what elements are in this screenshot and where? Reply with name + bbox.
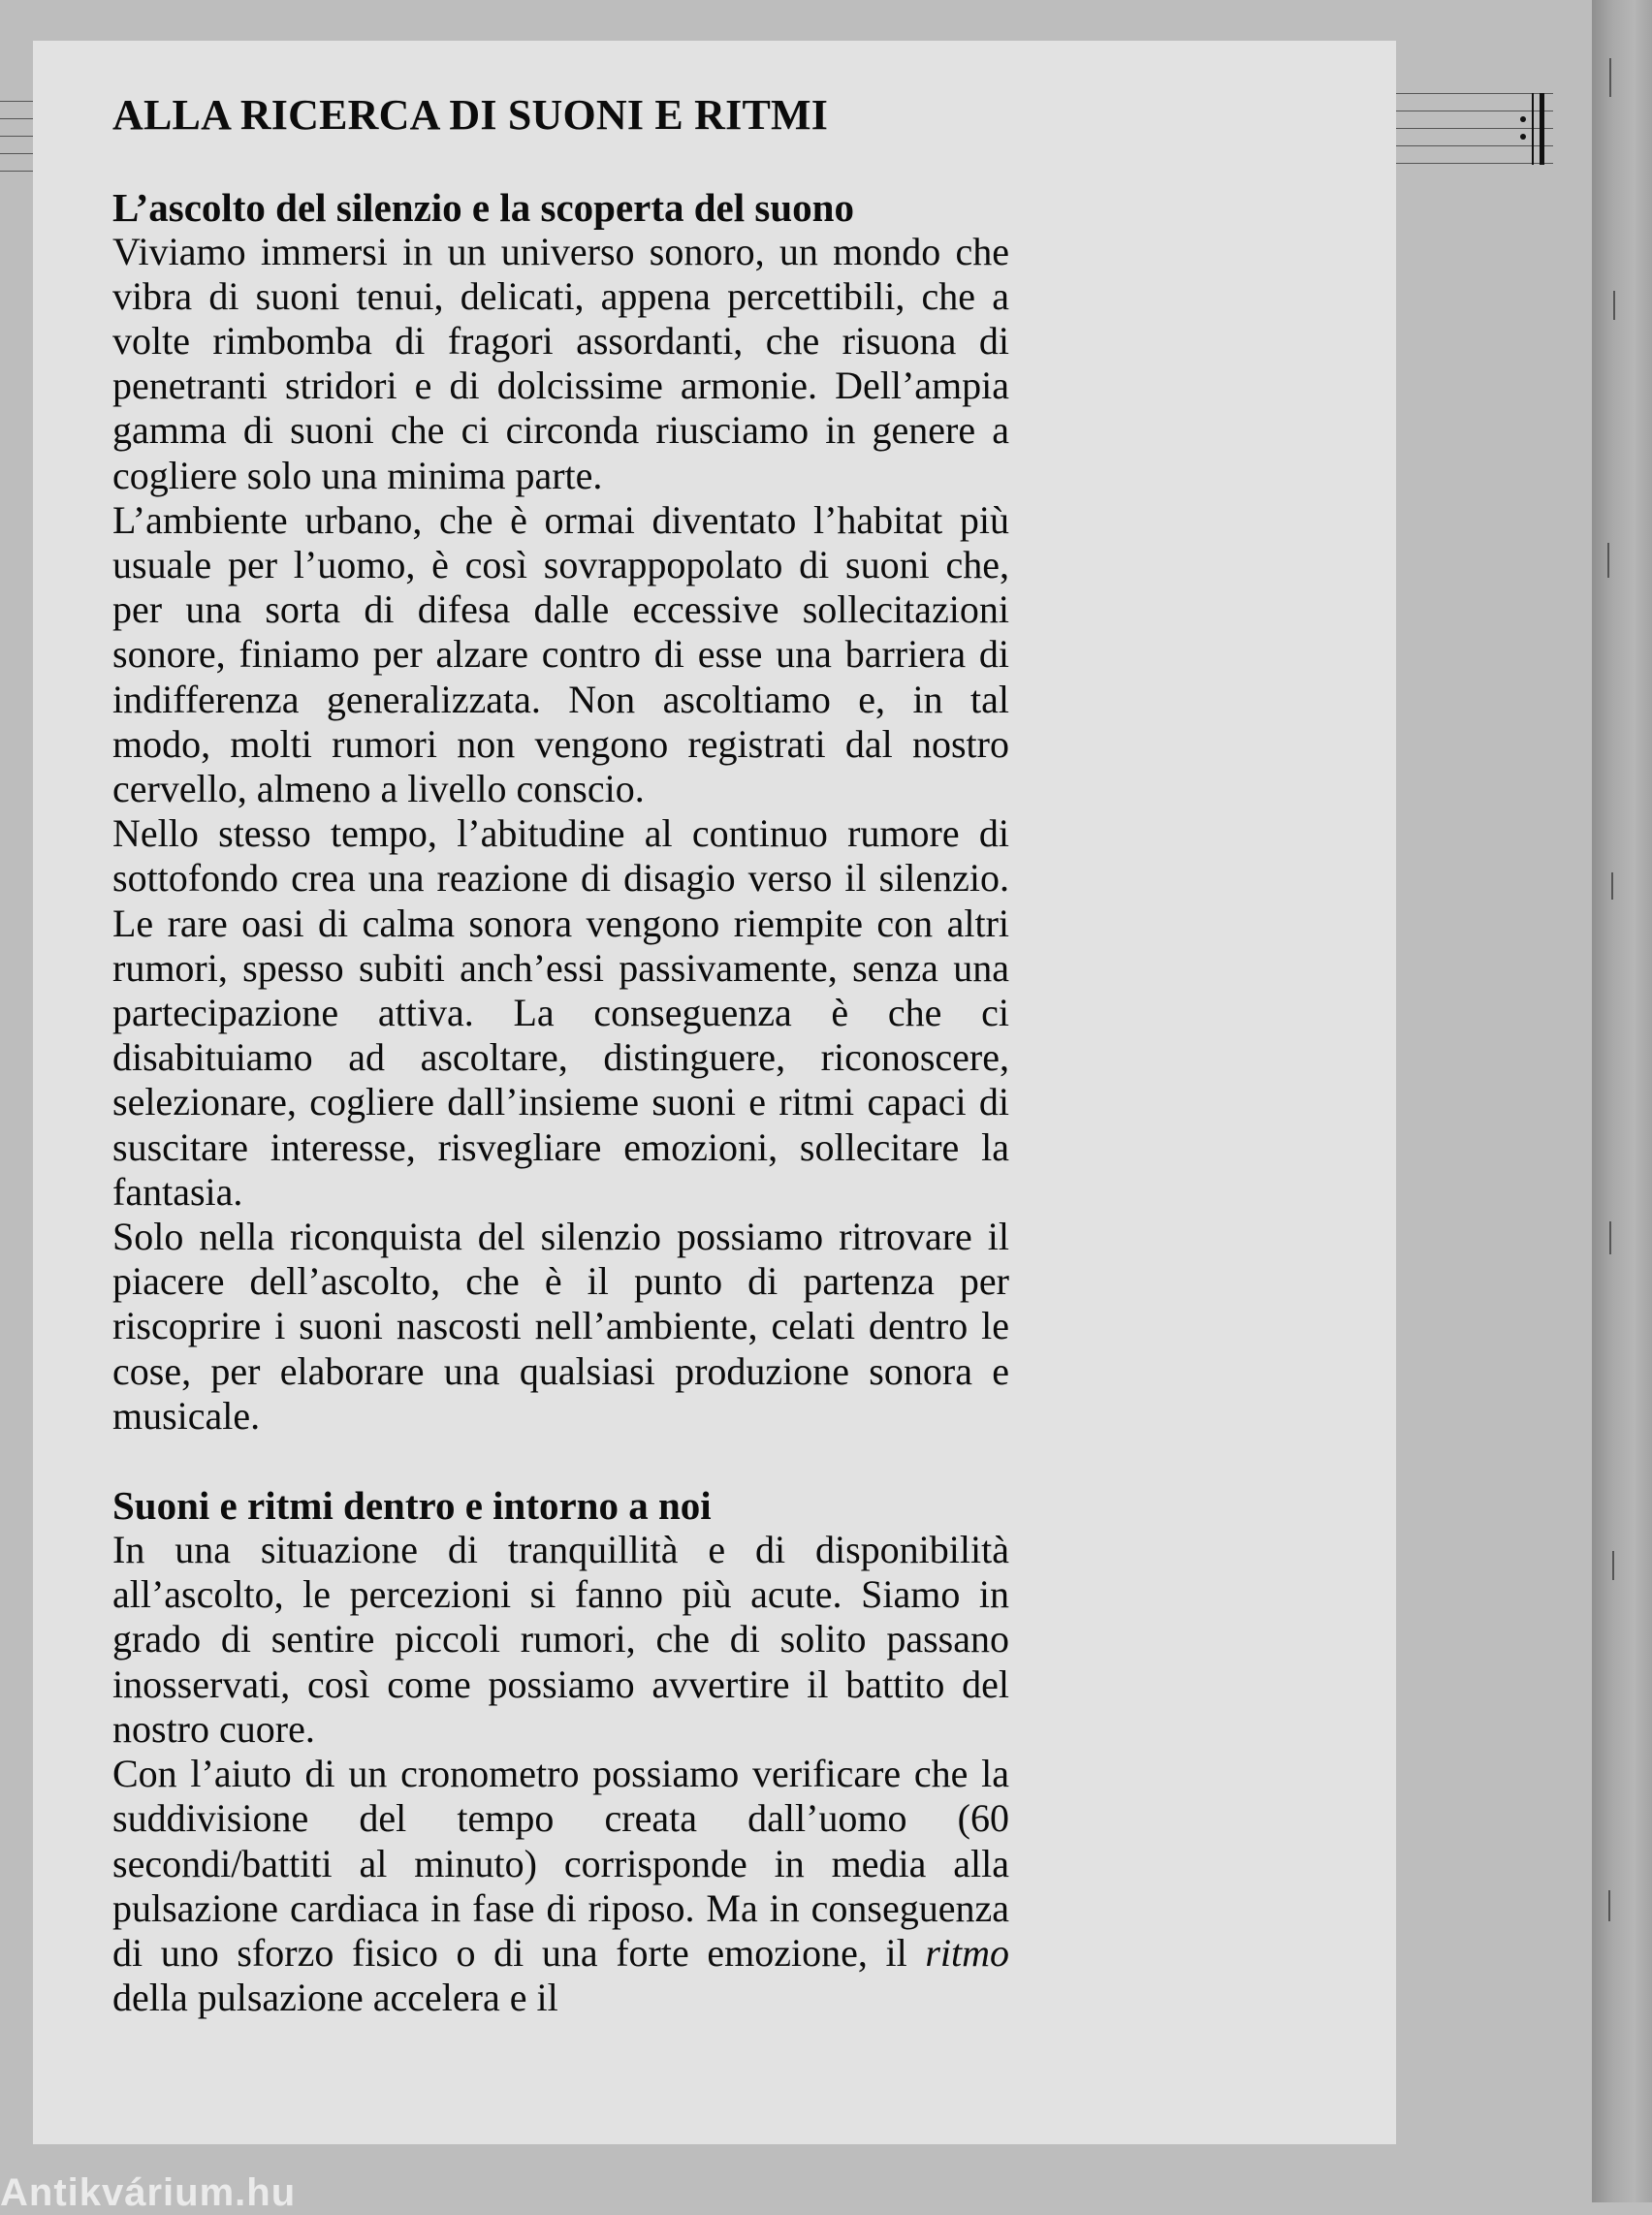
edge-mark [1609,1221,1611,1254]
page-card [33,41,1396,2144]
section-sounds-rhythms [112,1483,1009,2020]
paragraph: In una situazione di tranquillità e di disponibilità all’ascolto, le percezioni si fanno più acute. Siamo in grado di sentire piccoli rumori, che di solito passano inosservati, così come possiamo avvertire il battito del nostro cuore. [112,1528,1009,1751]
section-heading: Suoni e ritmi dentro e intorno a noi [112,1483,712,1529]
edge-mark [1608,1890,1610,1921]
section-heading: L’ascolto del silenzio e la scoperta del suono [112,184,854,230]
facing-page-edge [1592,0,1652,2202]
paragraph: Solo nella riconquista del silenzio possiamo ritrovare il piacere dell’ascolto, che è il punto di partenza per riscoprire i suoni nascosti nell’ambiente, celati dentro le cose, per elaborare una qualsiasi produzione sonora e musicale. [112,1215,1009,1438]
watermark: Antikvárium.hu [0,2171,297,2214]
paragraph [112,1752,1009,2020]
paragraph: L’ambiente urbano, che è ormai diventato l’habitat più usuale per l’uomo, è così sovrappopolato di suoni che, per una sorta di difesa dalle eccessive sollecitazioni sonore, finiamo per alzare contro di esse una barriera di indifferenza generalizzata. Non ascoltiamo e, in tal modo, molti rumori non vengono registrati dal nostro cervello, almeno a livello conscio. [112,497,1009,811]
paragraph-text: Con l’aiuto di un cronometro possiamo verificare che la suddivisione del tempo creata dall’uomo (60 secondi/battiti al minuto) corrisponde in media alla pulsazione cardiaca in fase di riposo. Ma in conseguenza di uno sforzo fisico o di una forte emozione, il [112,1752,1009,1975]
section-listening [112,185,1009,1439]
edge-mark [1613,291,1615,320]
edge-mark [1612,1551,1614,1580]
thin-barline [1532,93,1534,165]
staff-decoration-right [1396,93,1553,167]
final-barline [1540,93,1544,165]
text-column [112,91,1009,2020]
edge-mark [1607,543,1609,578]
repeat-dot [1520,116,1526,122]
page-title: ALLA RICERCA DI SUONI E RITMI [112,91,829,139]
edge-mark [1611,872,1613,900]
repeat-dot [1520,134,1526,140]
paragraph: Nello stesso tempo, l’abitudine al continuo rumore di sottofondo crea una reazione di disagio verso il silenzio. Le rare oasi di calma sonora vengono riempite con altri rumori, spesso subiti anch’essi passivamente, senza una partecipazione attiva. La conseguenza è che ci disabituiamo ad ascoltare, distinguere, riconoscere, selezionare, cogliere dall’insieme suoni e ritmi capaci di suscitare interesse, risvegliare emozioni, sollecitare la fantasia. [112,811,1009,1214]
paragraph: Viviamo immersi in un universo sonoro, un mondo che vibra di suoni tenui, delicati, appena percettibili, che a volte rimbomba di fragori assordanti, che risuona di penetranti stridori e di dolcissime armonie. Dell’ampia gamma di suoni che ci circonda riusciamo in genere a cogliere solo una minima parte. [112,229,1009,497]
emphasis-ritmo: ritmo [925,1930,1010,1975]
edge-mark [1609,58,1611,97]
paragraph-tail: della pulsazione accelera e il [112,1976,558,2020]
